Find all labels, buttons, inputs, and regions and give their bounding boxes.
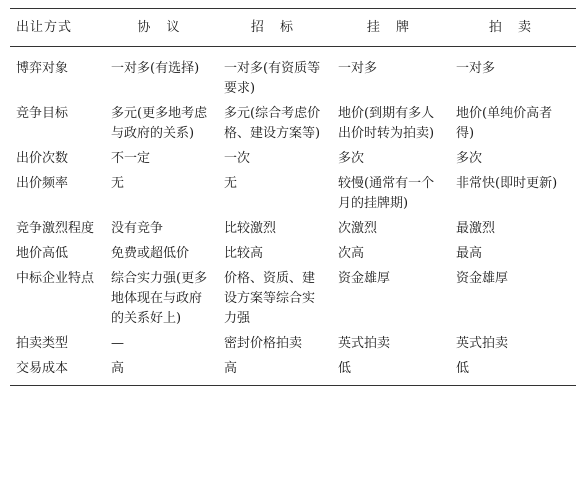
table-cell: 多元(综合考虑价格、建设方案等) [224,106,321,141]
table-cell: 次高 [338,246,365,261]
table-row [10,172,576,217]
table-cell: 一对多 [456,61,496,76]
table-row [10,267,576,332]
table-cell: 较慢(通常有一个月的挂牌期) [338,176,435,211]
table-cell: 比较激烈 [224,221,277,236]
table-row [10,147,576,172]
table-cell: 低 [332,357,450,386]
table-body [10,47,576,386]
table-cell: 英式拍卖 [338,336,391,351]
table-cell: 价格、资质、建设方案等综合实力强 [224,271,316,326]
row-label: 竞争激烈程度 [16,221,95,236]
header-cell-listing: 挂 牌 [332,9,450,47]
table-row [10,242,576,267]
table-cell: 密封价格拍卖 [224,336,303,351]
table-cell: 次激烈 [338,221,378,236]
table-row [10,332,576,357]
header-cell-auction: 拍 卖 [450,9,576,47]
row-label: 出价频率 [16,176,69,191]
header-cell-agreement: 协 议 [105,9,218,47]
table-cell: 免费或超低价 [111,246,190,261]
table-cell: 多元(更多地考虑与政府的关系) [111,106,208,141]
table-cell: 多次 [456,151,483,166]
table-cell: 非常快(即时更新) [456,176,558,191]
table-cell: 一次 [224,151,251,166]
table-cell: 无 [111,176,125,191]
table-row [10,47,576,103]
header-row [10,9,576,47]
table-cell: 多次 [338,151,365,166]
row-label: 中标企业特点 [16,271,95,286]
row-label: 博弈对象 [16,61,69,76]
table-cell: 一对多 [338,61,378,76]
table-cell: 最高 [456,246,483,261]
table-cell: 最激烈 [456,221,496,236]
table-cell: 英式拍卖 [456,336,509,351]
table-row [10,357,576,386]
table-cell: 不一定 [111,151,151,166]
table-cell: 高 [105,357,218,386]
table-cell: 一对多(有资质等要求) [224,61,321,96]
comparison-table [10,8,576,386]
row-label: 出价次数 [16,151,69,166]
table-cell: 一对多(有选择) [111,61,200,76]
table-cell: 资金雄厚 [456,271,509,286]
table-cell: 地价(单纯价高者得) [456,106,553,141]
table-cell: 地价(到期有多人出价时转为拍卖) [338,106,435,141]
table-row [10,102,576,147]
table-cell: 低 [450,357,576,386]
table-cell: 综合实力强(更多地体现在与政府的关系好上) [111,271,208,326]
row-label: 地价高低 [16,246,69,261]
table-cell: 比较高 [224,246,264,261]
table-cell: 高 [218,357,332,386]
row-label: 交易成本 [10,357,105,386]
table-cell: 无 [224,176,238,191]
table-header [10,9,576,47]
table-row [10,217,576,242]
table-cell: — [111,336,124,351]
row-label: 拍卖类型 [16,336,69,351]
row-label: 竞争目标 [16,106,69,121]
header-cell-method: 出让方式 [10,9,105,47]
table-cell: 资金雄厚 [338,271,391,286]
table-cell: 没有竞争 [111,221,164,236]
header-cell-bidding: 招 标 [218,9,332,47]
